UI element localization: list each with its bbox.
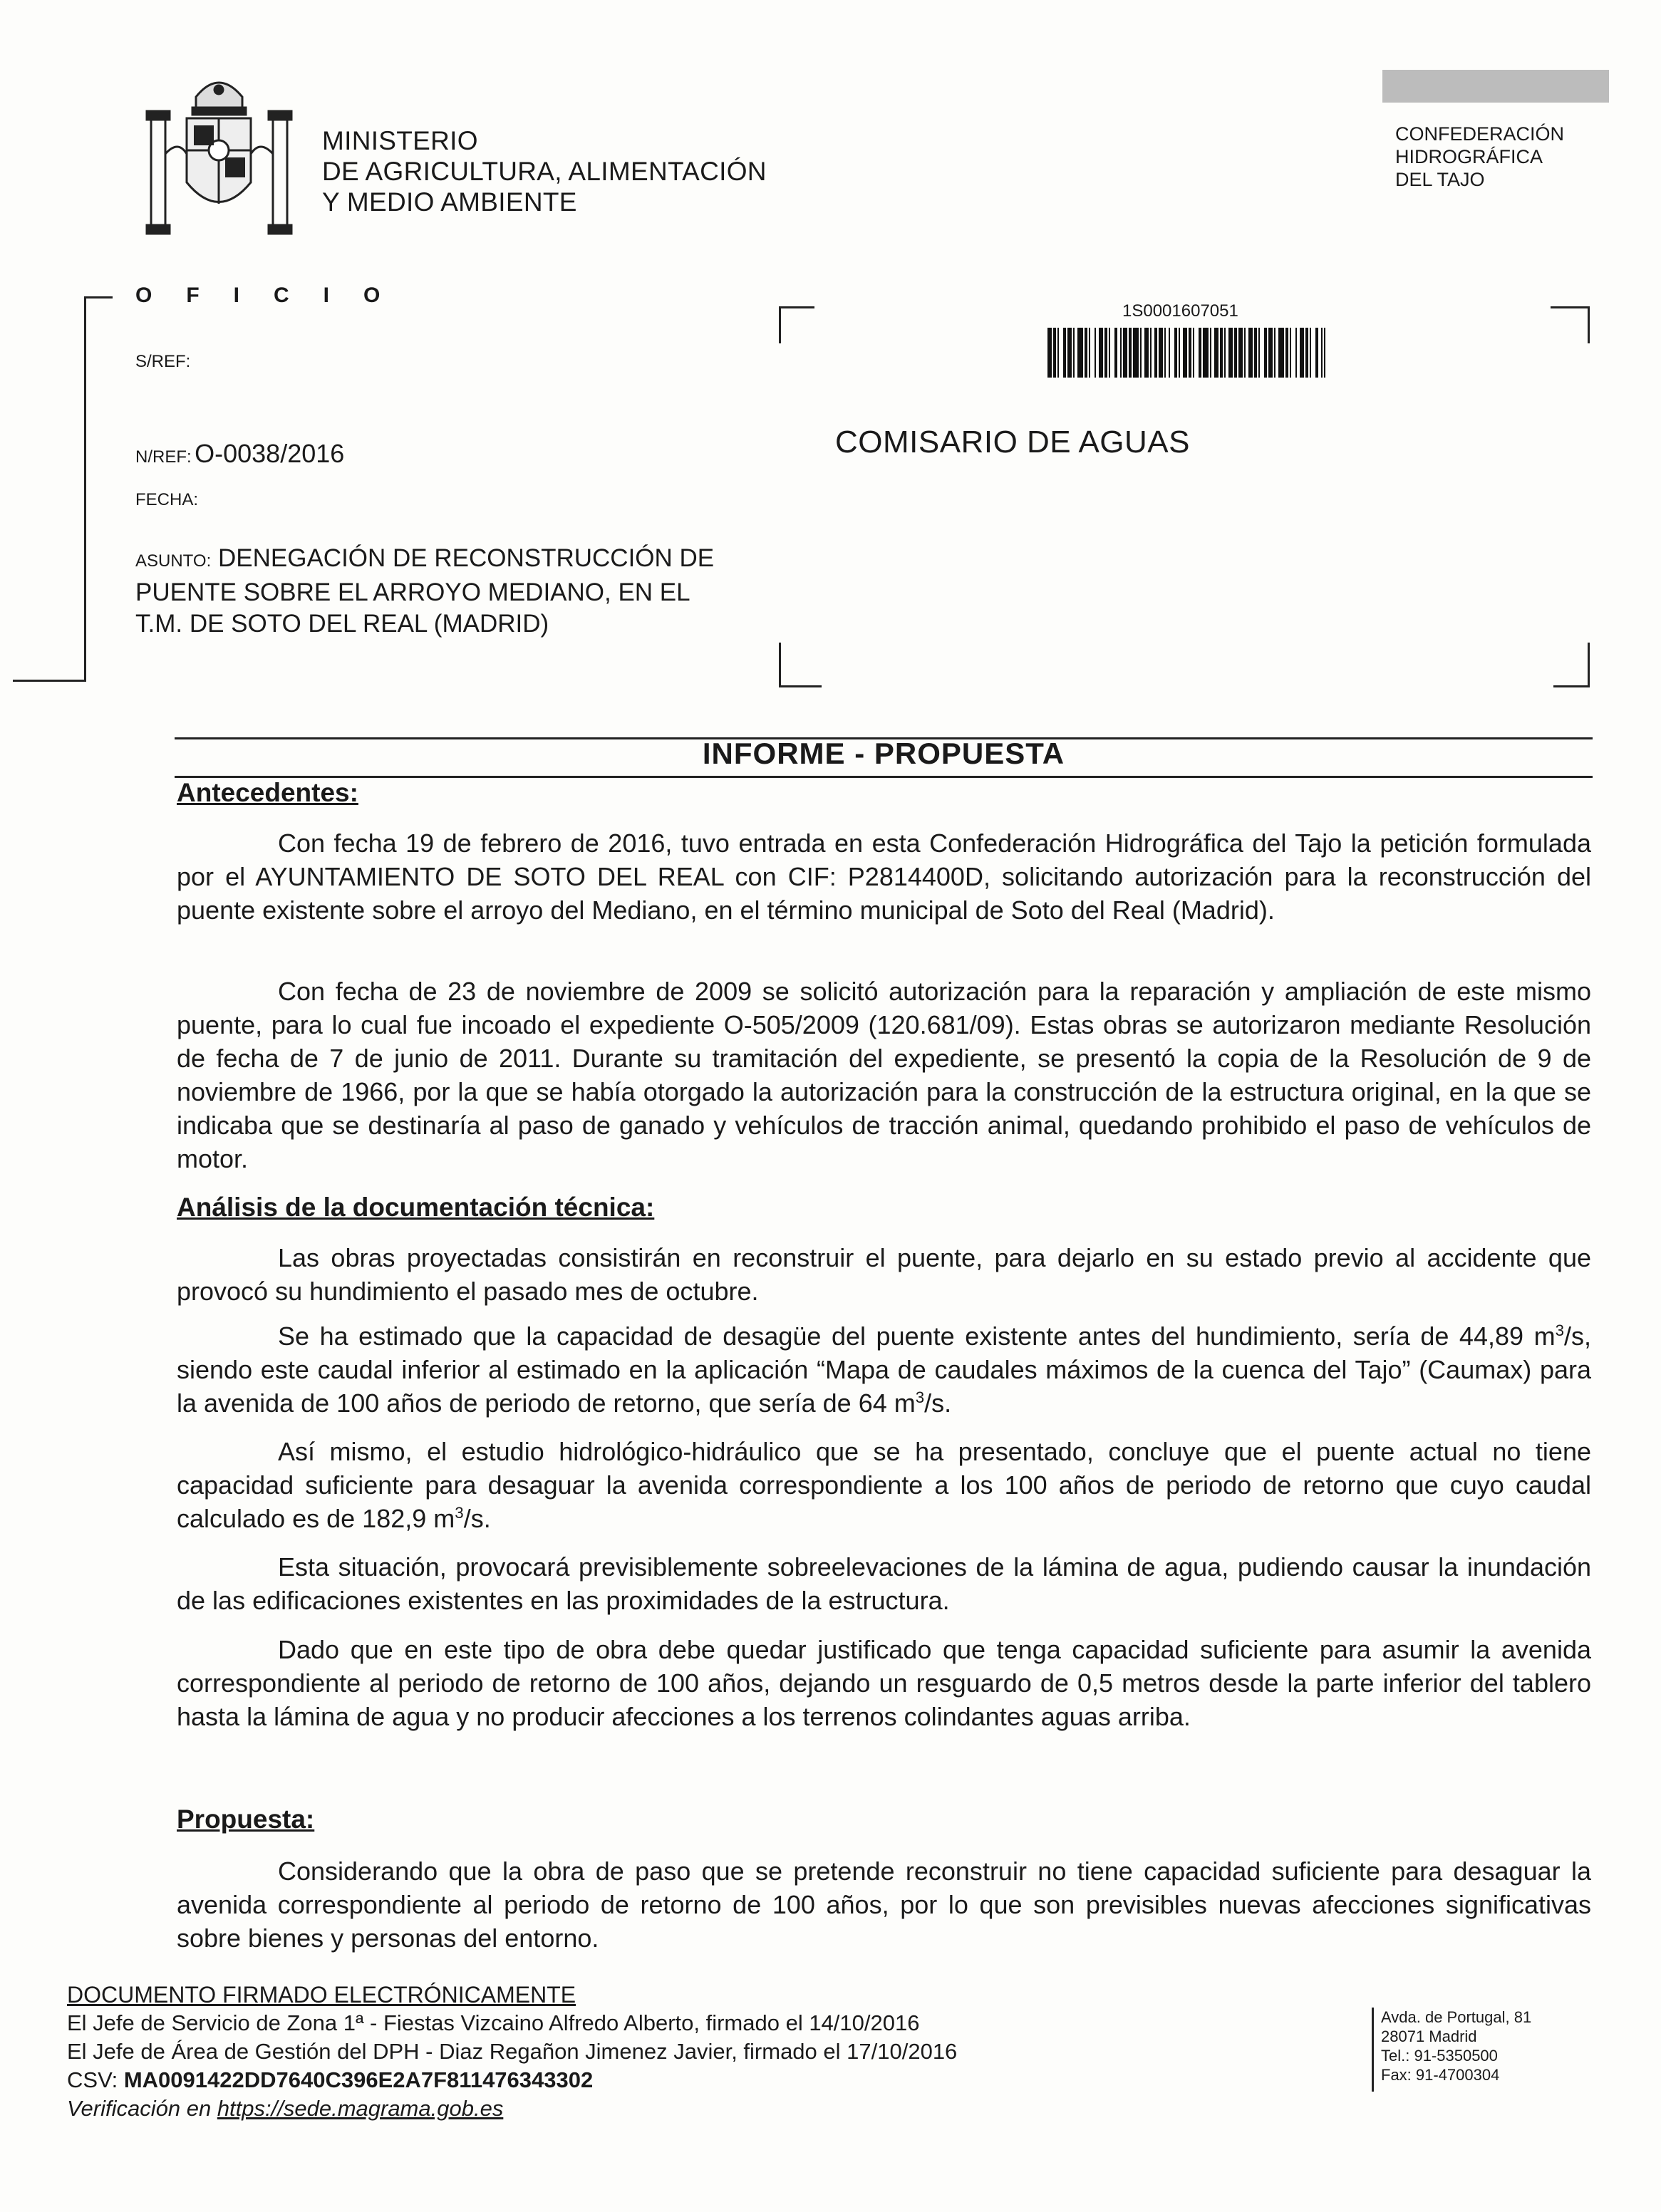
ref-box-border-left	[84, 296, 86, 681]
office-address: Avda. de Portugal, 81 28071 Madrid Tel.: 91-5350500 Fax: 91-4700304	[1372, 2008, 1531, 2092]
confederation-gray-band	[1382, 70, 1609, 103]
section-analisis: Análisis de la documentación técnica:	[177, 1193, 655, 1222]
asunto-label: ASUNTO:	[135, 551, 212, 571]
paragraph: Se ha estimado que la capacidad de desagüe del puente existente antes del hundimiento, sería de 44,89 $m^3/s$, siendo este caudal inferior al estimado en la aplicación “Mapa de caudales máximos de la cuenca del Tajo” (Caumax) para la avenida de 100 años de periodo de retorno, que sería de 64 $m^3/s$.	[177, 1322, 1591, 1418]
verification-link[interactable]: https://sede.magrama.gob.es	[217, 2096, 504, 2121]
recipient-corner-mark	[1588, 306, 1590, 343]
ref-box-border-top	[84, 296, 113, 298]
barcode-number: 1S0001607051	[1122, 301, 1238, 321]
coat-of-arms-icon	[143, 68, 296, 246]
paragraph: Con fecha de 23 de noviembre de 2009 se solicitó autorización para la reparación y ampliación de este mismo puente, para lo cual fue incoado el expediente O-505/2009 (120.681/09). Estas obras se autorizaron mediante Resolución de fecha de 7 de junio de 2011. Durante su tramitación del expediente, se presentó la copia de la Resolución de 9 de noviembre de 1966, por la que se había otorgado la autorización para la construcción de la estructura original, en la que se indicaba que se destinaría al paso de ganado y vehículos de tracción animal, quedando prohibido el paso de vehículos de motor.	[177, 977, 1591, 1173]
section-propuesta: Propuesta:	[177, 1805, 315, 1834]
fecha-label: FECHA:	[135, 490, 199, 509]
verification-line: Verificación en https://sede.magrama.gob.es	[67, 2096, 504, 2121]
signer-2: El Jefe de Área de Gestión del DPH - Diaz Regañon Jimenez Javier, firmado el 17/10/2016	[67, 2039, 958, 2064]
signature-footer	[67, 1980, 957, 2123]
signed-title: DOCUMENTO FIRMADO ELECTRÓNICAMENTE	[67, 1982, 576, 2008]
document-type: OFICIO	[135, 284, 415, 307]
report-title: INFORME - PROPUESTA	[702, 737, 1065, 770]
recipient-corner-mark	[779, 306, 781, 343]
csv-line: CSV: MA0091422DD7640C396E2A7F811476343302	[67, 2067, 594, 2092]
asunto-field	[135, 543, 777, 640]
recipient-corner-mark	[1551, 306, 1590, 308]
recipient-corner-mark	[779, 643, 781, 687]
signer-1: El Jefe de Servicio de Zona 1ª - Fiestas Vizcaino Alfredo Alberto, firmado el 14/10/2016	[67, 2010, 920, 2035]
ref-box-border-bottom	[13, 680, 86, 682]
nref-label: N/REF:	[135, 447, 192, 467]
paragraph: Considerando que la obra de paso que se pretende reconstruir no tiene capacidad suficiente para desaguar la avenida correspondiente al periodo de retorno de 100 años, por lo que son previsibles nuevas afecciones significativas sobre bienes y personas del entorno.	[177, 1857, 1591, 1953]
recipient-corner-mark	[1588, 643, 1590, 687]
barcode-icon	[1047, 328, 1325, 378]
nref-value: O-0038/2016	[195, 439, 345, 468]
recipient-corner-mark	[779, 685, 822, 687]
csv-code: MA0091422DD7640C396E2A7F811476343302	[123, 2067, 594, 2092]
recipient: COMISARIO DE AGUAS	[835, 425, 1190, 459]
paragraph: Las obras proyectadas consistirán en reconstruir el puente, para dejarlo en su estado previo al accidente que provocó su hundimiento el pasado mes de octubre.	[177, 1243, 1591, 1306]
paragraph: Esta situación, provocará previsiblemente sobreelevaciones de la lámina de agua, pudiendo causar la inundación de las edificaciones existentes en las proximidades de la estructura.	[177, 1552, 1591, 1615]
nref-field	[135, 439, 344, 469]
title-rule-bottom	[175, 776, 1593, 778]
asunto-line-1: DENEGACIÓN DE RECONSTRUCCIÓN DE	[217, 544, 715, 572]
paragraph: Así mismo, el estudio hidrológico-hidráulico que se ha presentado, concluye que el puente actual no tiene capacidad suficiente para desaguar la avenida correspondiente a los 100 años de periodo de retorno que cuyo caudal calculado es de 182,9 $m^3/s$.	[177, 1437, 1591, 1533]
confederation-name: CONFEDERACIÓN HIDROGRÁFICA DEL TAJO	[1395, 123, 1565, 190]
asunto-line-2: PUENTE SOBRE EL ARROYO MEDIANO, EN EL	[135, 578, 690, 606]
asunto-line-3: T.M. DE SOTO DEL REAL (MADRID)	[135, 610, 549, 638]
paragraph: Dado que en este tipo de obra debe quedar justificado que tenga capacidad suficiente para asumir la avenida correspondiente al periodo de retorno de 100 años, dejando un resguardo de 0,5 metros desde la parte inferior del tablero hasta la lámina de agua y no producir afecciones a los terrenos colindantes aguas arriba.	[177, 1635, 1591, 1731]
paragraph: Con fecha 19 de febrero de 2016, tuvo entrada en esta Confederación Hidrográfica del Tajo la petición formulada por el AYUNTAMIENTO DE SOTO DEL REAL con CIF: P2814400D, solicitando autorización para la reconstrucción del puente existente sobre el arroyo del Mediano, en el término municipal de Soto del Real (Madrid).	[177, 829, 1591, 925]
ministry-name: MINISTERIO DE AGRICULTURA, ALIMENTACIÓN Y MEDIO AMBIENTE	[322, 126, 767, 217]
sref-label: S/REF:	[135, 352, 191, 371]
recipient-corner-mark	[779, 306, 814, 308]
section-antecedentes: Antecedentes:	[177, 778, 358, 807]
recipient-corner-mark	[1553, 685, 1590, 687]
